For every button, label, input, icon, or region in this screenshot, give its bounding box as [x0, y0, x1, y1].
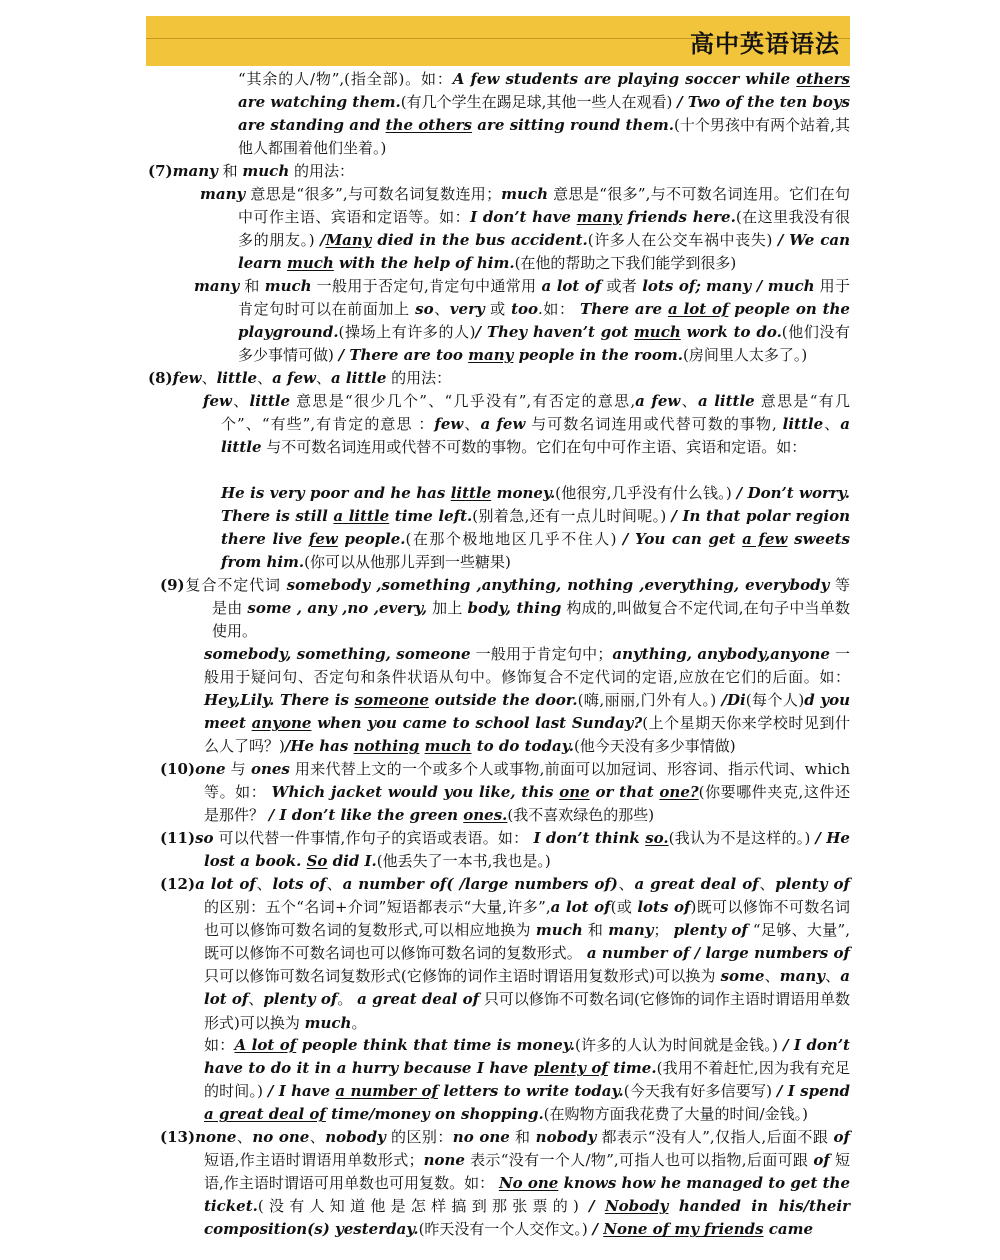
chinese-text: 的用法：: [289, 162, 355, 180]
chinese-text: (有几个学生在踢足球,其他一些人在观看): [400, 93, 678, 112]
english-text: very: [449, 300, 485, 319]
english-text: few: [172, 369, 202, 387]
chinese-text: 意思是“很多”,与可数名词复数连用；: [245, 185, 502, 203]
chinese-text: (没有人知道他是怎样搞到那张票的): [257, 1197, 589, 1216]
page-title: 高中英语语法: [690, 30, 840, 58]
chinese-text: 。: [351, 1013, 367, 1032]
english-text: did I.: [327, 852, 377, 871]
english-text: many: [468, 346, 514, 365]
chinese-text: (你要哪件夹克,这件还是那件？: [204, 783, 850, 825]
english-text: a lot of: [195, 875, 256, 893]
item-number: (7): [148, 162, 173, 180]
english-text: one: [195, 760, 226, 778]
chinese-text: 用来代替上文的一个或多个人或事物,前面可以加冠词、形容词、指示代词、which 等。如：: [204, 760, 850, 802]
english-text: money.: [491, 484, 556, 502]
english-text: many: [779, 967, 825, 986]
english-text: anyone: [251, 714, 312, 733]
chinese-text: (十个男孩中有两个站着,其他人都围着他们坐着。): [238, 116, 851, 158]
english-text: / Two of the ten boys are standing and: [238, 93, 850, 135]
item-number: (13): [160, 1128, 196, 1146]
paragraph: [204, 1034, 850, 1126]
english-text: Hey,Lily. There is: [204, 691, 355, 710]
english-text: letters to write today.: [437, 1082, 624, 1101]
english-text: There are: [580, 300, 668, 319]
paragraph: [160, 758, 850, 827]
english-text: a great deal of: [204, 1105, 326, 1124]
english-text: many: [200, 185, 246, 203]
english-text: a few: [480, 415, 526, 434]
page-header: [146, 16, 850, 66]
chinese-text: 和: [509, 1128, 536, 1146]
english-text: /Di: [721, 691, 746, 710]
chinese-text: (他丢失了一本书,我也是。): [376, 852, 551, 871]
chinese-text: 、: [617, 875, 635, 893]
english-text: nobody: [325, 1128, 386, 1146]
english-text: a great deal of: [357, 990, 480, 1009]
english-text: / I don’t have to do it in a hurry because I have: [204, 1036, 850, 1078]
english-text: too: [511, 300, 539, 319]
english-text: A lot of: [234, 1036, 297, 1054]
english-text: a number of( /large numbers of): [342, 875, 618, 893]
english-text: d you meet: [204, 691, 850, 733]
english-text: I don’t have: [470, 208, 577, 227]
chinese-text: 只可以修饰不可数名词(它修饰的词作主语时谓语用单数形式)可以换为: [204, 990, 851, 1032]
chinese-text: 构成的,叫做复合不定代词,在句子中当单数使用。: [212, 599, 850, 641]
english-text: of: [813, 1151, 830, 1170]
english-text: Nobody: [604, 1197, 669, 1216]
chinese-text: 一般用于疑问句、否定句和条件状语从句中。修饰复合不定代词的定语,应放在它们的后面。如：: [204, 645, 850, 687]
english-text: someone: [354, 691, 429, 710]
chinese-text: (我不喜欢绿色的那些): [507, 806, 655, 825]
english-text: a few: [742, 530, 788, 549]
chinese-text: “其余的人/物”,(指全部)。如：: [238, 70, 453, 88]
english-text: ones: [250, 760, 290, 778]
english-text: came: [763, 1220, 814, 1239]
english-text: a number of: [335, 1082, 438, 1101]
chinese-text: (他们没有多少事情可做): [238, 323, 850, 365]
english-text: much: [424, 737, 472, 756]
chinese-text: .如：: [538, 300, 581, 319]
chinese-text: 。: [337, 990, 358, 1009]
english-text: many: [172, 162, 218, 180]
english-text: So: [306, 852, 328, 871]
chinese-text: 的区别：五个“名词+介词”短语都表示“大量,许多”,: [204, 898, 551, 917]
english-text: /He has: [284, 737, 354, 756]
paragraph: [160, 873, 851, 1035]
chinese-text: 、: [255, 875, 273, 893]
english-text: nobody: [535, 1128, 597, 1146]
english-text: died in the bus accident.: [371, 231, 588, 250]
english-text: / You can get: [622, 530, 743, 549]
chinese-text: 用于肯定句时可以在前面加上: [238, 277, 851, 319]
english-text: a lot of: [204, 967, 850, 1009]
english-text: somebody, something, someone: [204, 645, 471, 663]
chinese-text: (上个星期天你来学校时见到什么人了吗？): [204, 714, 851, 756]
chinese-text: (我用不着赶忙,因为我有充足的时间。): [204, 1059, 850, 1101]
item-number: (11): [160, 829, 196, 847]
english-text: body, thing: [467, 599, 562, 618]
english-text: lots of: [272, 875, 326, 893]
english-text: knows how he managed to get the ticket.: [204, 1174, 850, 1216]
english-text: much: [242, 162, 290, 180]
english-text: few: [203, 392, 232, 410]
english-text: / He lost a book.: [204, 829, 850, 871]
chinese-text: 、: [309, 1128, 326, 1146]
chinese-text: 和: [582, 921, 609, 940]
english-text: the others: [385, 116, 473, 135]
english-text: sweets from him.: [221, 530, 850, 572]
english-text: /: [592, 1220, 604, 1239]
english-text: time left.: [389, 507, 473, 526]
chinese-text: 一般用于否定句,肯定句中通常用: [311, 277, 542, 295]
chinese-text: 表示“没有一个人/物”,可指人也可以指物,后面可跟: [464, 1151, 814, 1170]
english-text: with the help of him.: [333, 254, 515, 273]
english-text: little: [782, 415, 824, 434]
chinese-text: 、: [315, 369, 331, 387]
item-number: (9): [160, 576, 185, 594]
english-text: a lot of: [541, 277, 602, 295]
chinese-text: 只可以修饰可数名词复数形式(它修饰的词作主语时谓语用复数形式)可以换为: [204, 967, 721, 986]
english-text: time/money on shopping.: [325, 1105, 544, 1124]
chinese-text: ；: [653, 921, 674, 940]
english-text: a little: [330, 369, 387, 387]
chinese-text: 、: [236, 1128, 253, 1146]
english-text: / There are too: [338, 346, 469, 365]
chinese-text: (你可以从他那儿弄到一些糖果): [304, 553, 511, 572]
chinese-text: 、: [758, 875, 776, 893]
english-text: some: [720, 967, 765, 986]
english-text: people in the room.: [513, 346, 684, 365]
english-text: plenty of: [263, 990, 338, 1009]
chinese-text: 与可数名词连用或代替可数的事物,: [525, 415, 783, 434]
english-text: ones.: [463, 806, 508, 825]
chinese-text: 与: [225, 760, 251, 778]
chinese-text: 的区别：: [385, 1128, 453, 1146]
english-text: / I have: [267, 1082, 336, 1101]
english-text: a few: [635, 392, 681, 410]
chinese-text: 、: [823, 415, 841, 434]
english-text: none: [195, 1128, 237, 1146]
chinese-text: 短语,作主语时谓语用单数形式；: [204, 1151, 424, 1170]
paragraph: [160, 574, 850, 643]
english-text: a lot of: [550, 898, 611, 917]
english-text: little: [249, 392, 291, 410]
english-text: a lot of: [667, 300, 729, 319]
paragraph: [148, 160, 850, 183]
chinese-text: 短语,作主语时谓语可用单数也可用复数。如：: [204, 1151, 850, 1193]
chinese-text: 的用法：: [386, 369, 452, 387]
chinese-text: 等是由: [212, 576, 850, 618]
item-number: (12): [160, 875, 196, 893]
english-text: so.: [645, 829, 669, 847]
english-text: much: [264, 277, 312, 295]
chinese-text: 、: [680, 392, 698, 410]
english-text: I don’t think: [533, 829, 646, 847]
chinese-text: 、: [433, 300, 450, 319]
english-text: so: [415, 300, 434, 319]
chinese-text: 如：: [204, 1036, 235, 1054]
chinese-text: (他今天没有多少事情做): [573, 737, 736, 756]
english-text: when you came to school last Sunday?: [311, 714, 643, 733]
english-text: or that: [589, 783, 660, 802]
chinese-text: (每个人): [745, 691, 805, 710]
chinese-text: (我认为不是这样的。): [668, 829, 816, 847]
english-text: No one: [498, 1174, 559, 1193]
english-text: work to do.: [680, 323, 782, 342]
chinese-text: 、: [201, 369, 217, 387]
paragraph: [204, 643, 850, 758]
english-text: many: [576, 208, 622, 227]
english-text: /: [588, 1197, 605, 1216]
english-text: somebody ,something ,anything, nothing ,everything, everybody: [286, 576, 830, 594]
chinese-text: (他很穷,几乎没有什么钱。): [555, 484, 737, 502]
chinese-text: 或者: [601, 277, 643, 295]
english-text: one?: [659, 783, 699, 802]
english-text: some , any ,no ,every,: [247, 599, 428, 618]
english-text: people think that time is money.: [296, 1036, 575, 1054]
english-text: None of my friends: [603, 1220, 764, 1239]
chinese-text: 加上: [427, 599, 468, 618]
english-text: plenty of: [673, 921, 748, 940]
english-text: to do today.: [471, 737, 574, 756]
chinese-text: 、: [824, 967, 841, 986]
chinese-text: 、: [257, 369, 273, 387]
chinese-text: 或: [484, 300, 512, 319]
chinese-text: (操场上有许多的人): [338, 323, 476, 342]
english-text: A few students are playing soccer while: [452, 70, 797, 88]
chinese-text: (在他的帮助之下我们能学到很多): [514, 254, 737, 273]
english-text: plenty of: [533, 1059, 608, 1078]
chinese-text: (昨天没有一个人交作文。): [418, 1220, 593, 1239]
english-text: a little: [697, 392, 755, 410]
english-text: of: [833, 1128, 850, 1146]
chinese-text: 与不可数名词连用或代替不可数的事物。它们在句中可作主语、宾语和定语。如：: [261, 438, 807, 457]
english-text: are sitting round them.: [472, 116, 674, 135]
chinese-text: 和: [217, 162, 243, 180]
english-text: / In that polar region there live: [221, 507, 850, 549]
item-number: (8): [148, 369, 173, 387]
english-text: nothing: [353, 737, 420, 756]
chinese-text: 、: [764, 967, 780, 986]
paragraph: [160, 827, 850, 873]
english-text: little: [450, 484, 492, 502]
paragraph: [160, 1126, 851, 1241]
chinese-text: (今天我有好多信要写): [623, 1082, 777, 1101]
english-text: no one: [252, 1128, 310, 1146]
paragraph: [238, 68, 850, 160]
paragraph: [221, 482, 850, 574]
chinese-text: (许多人在公交车祸中丧失): [587, 231, 778, 250]
english-text: / I spend: [776, 1082, 851, 1101]
chinese-text: (许多的人认为时间就是金钱。): [575, 1036, 783, 1054]
english-text: many: [194, 277, 240, 295]
chinese-text: 意思是“很多”,与不可数名词连用。它们在句中可作主语、宾语和定语等。如：: [238, 185, 851, 227]
english-text: little: [216, 369, 258, 387]
chinese-text: 复合不定代词: [184, 576, 287, 594]
english-text: / They haven’t got: [475, 323, 634, 342]
english-text: Many: [325, 231, 372, 250]
english-text: many / much: [705, 277, 815, 295]
chinese-text: 意思是“有几个”、“有些”,有肯定的意思 ：: [221, 392, 850, 434]
chinese-text: 可以代替一件事情,作句子的宾语或表语。如：: [213, 829, 534, 847]
chinese-text: )既可以修饰不可数名词也可以修饰可数名词的复数形式,可以相应地换为: [204, 898, 850, 940]
english-text: much: [304, 1013, 352, 1032]
english-text: much: [633, 323, 681, 342]
chinese-text: 、: [463, 415, 481, 434]
english-text: people.: [337, 530, 406, 549]
english-text: outside the door.: [428, 691, 578, 710]
english-text: Which jacket would you like, this: [271, 783, 560, 802]
english-text: much: [535, 921, 583, 940]
english-text: much: [501, 185, 548, 203]
chinese-text: (在购物方面我花费了大量的时间/金钱。): [543, 1105, 808, 1124]
english-text: much: [287, 254, 334, 273]
english-text: people on the playground.: [238, 300, 850, 342]
english-text: few: [308, 530, 338, 549]
english-text: lots of;: [642, 277, 701, 295]
english-text: a great deal of: [634, 875, 759, 893]
english-text: a number of / large numbers of: [586, 944, 850, 963]
english-text: anything, anybody,anyone: [612, 645, 830, 663]
chinese-text: 、: [231, 392, 250, 410]
english-text: few: [434, 415, 464, 434]
chinese-text: (在那个极地地区几乎不住人): [405, 530, 623, 549]
chinese-text: (在这里我没有很多的朋友。): [238, 208, 850, 250]
english-text: so: [195, 829, 214, 847]
paragraph: [194, 275, 851, 367]
english-text: friends here.: [621, 208, 736, 227]
english-text: / We can learn: [238, 231, 850, 273]
paragraph: [200, 183, 851, 275]
chinese-text: 、: [326, 875, 343, 893]
english-text: none: [423, 1151, 465, 1170]
english-text: plenty of: [775, 875, 850, 893]
english-text: many: [608, 921, 654, 940]
chinese-text: 、: [248, 990, 264, 1009]
chinese-text: 和: [239, 277, 265, 295]
paragraph: [148, 367, 850, 390]
paragraph: [203, 390, 851, 459]
item-number: (10): [160, 760, 196, 778]
english-text: a few: [272, 369, 316, 387]
english-text: are watching them.: [238, 93, 401, 112]
chinese-text: 一般用于肯定句中；: [470, 645, 613, 663]
english-text: a little: [333, 507, 390, 526]
english-text: others: [796, 70, 850, 88]
english-text: / Don’t worry. There is still: [221, 484, 850, 526]
english-text: a little: [221, 415, 851, 457]
english-text: He is very poor and he has: [221, 484, 451, 502]
chinese-text: (房间里人太多了。): [683, 346, 808, 365]
chinese-text: (别着急,还有一点儿时间呢。): [472, 507, 672, 526]
english-text: lots of: [637, 898, 691, 917]
english-text: one: [559, 783, 590, 802]
english-text: handed in his/their composition(s) yesterday.: [204, 1197, 851, 1239]
english-text: / I don’t like the green: [268, 806, 464, 825]
english-text: no one: [452, 1128, 510, 1146]
chinese-text: 都表示“没有人”,仅指人,后面不跟: [596, 1128, 834, 1146]
english-text: /: [320, 231, 326, 250]
chinese-text: (嗨,丽丽,门外有人。): [577, 691, 722, 710]
chinese-text: “足够、大量”,既可以修饰不可数名词也可以修饰可数名词的复数形式。: [204, 921, 850, 963]
chinese-text: 意思是“很少几个”、“几乎没有”,有否定的意思,: [290, 392, 636, 410]
chinese-text: (或: [610, 898, 638, 917]
english-text: time.: [607, 1059, 657, 1078]
